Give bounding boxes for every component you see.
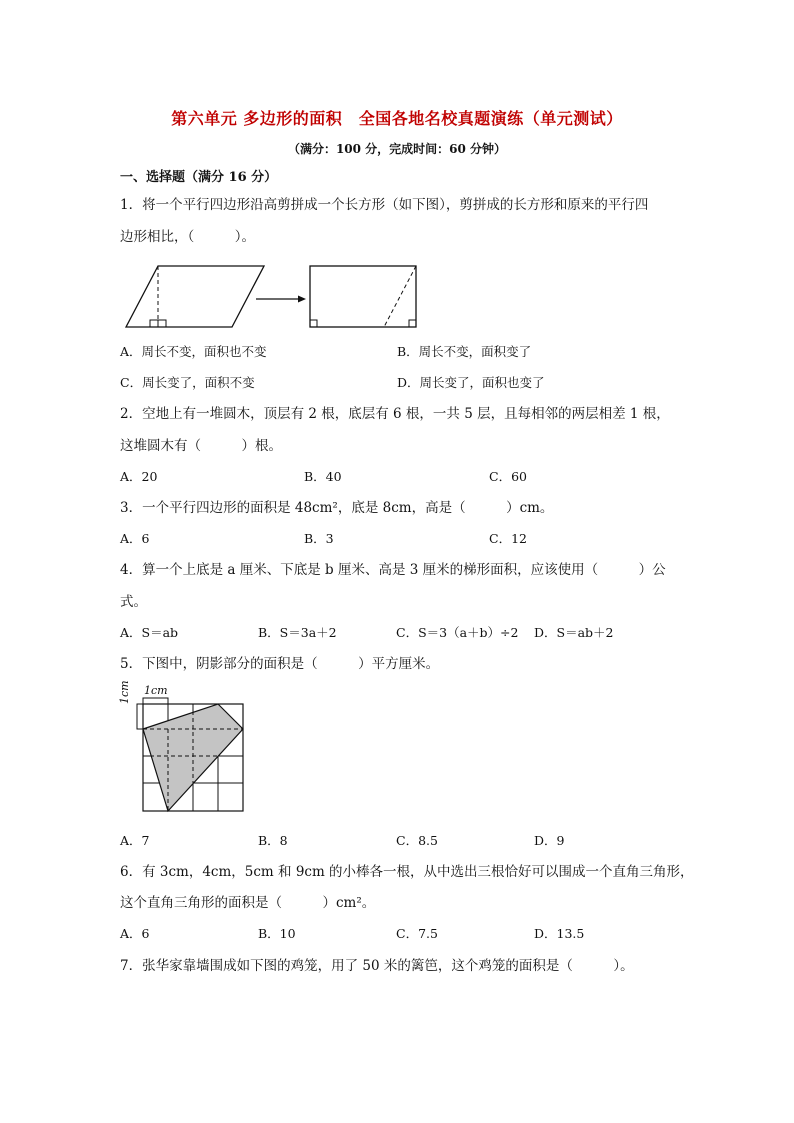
right-angle-mark bbox=[150, 320, 158, 327]
rectangle-shape bbox=[310, 266, 416, 327]
question-6-option-c[interactable]: C．7.5 bbox=[396, 926, 438, 941]
question-4-option-a[interactable]: A．S＝ab bbox=[120, 625, 179, 640]
question-5-line-1: 5．下图中，阴影部分的面积是（ ）平方厘米。 bbox=[120, 656, 440, 672]
page-subtitle: （满分：100 分，完成时间：60 分钟） bbox=[287, 142, 507, 156]
question-1-option-a[interactable]: A．周长不变，面积也不变 bbox=[120, 344, 267, 359]
question-3-option-b[interactable]: B．3 bbox=[304, 531, 334, 546]
question-5-figure bbox=[126, 686, 256, 816]
question-7-line-1: 7．张华家靠墙围成如下图的鸡笼，用了 50 米的篱笆，这个鸡笼的面积是（ ）。 bbox=[120, 958, 634, 974]
right-angle-mark bbox=[158, 320, 166, 327]
question-1-line-1: 1．将一个平行四边形沿高剪拼成一个长方形（如下图），剪拼成的长方形和原来的平行四 bbox=[120, 197, 649, 213]
cut-dashed-line bbox=[384, 266, 416, 327]
unit-bracket-left bbox=[137, 704, 143, 729]
question-6-option-b[interactable]: B．10 bbox=[258, 926, 296, 941]
question-5-option-a[interactable]: A．7 bbox=[120, 833, 150, 848]
question-3-option-c[interactable]: C．12 bbox=[489, 531, 527, 546]
question-1-option-d[interactable]: D．周长变了，面积也变了 bbox=[397, 375, 545, 390]
question-2-option-c[interactable]: C．60 bbox=[489, 469, 527, 484]
question-3-line-1: 3．一个平行四边形的面积是 48cm²，底是 8cm，高是（ ）cm。 bbox=[120, 500, 554, 516]
question-4-option-d[interactable]: D．S＝ab＋2 bbox=[534, 625, 614, 640]
question-2-option-b[interactable]: B．40 bbox=[304, 469, 342, 484]
question-6-line-1: 6．有 3cm，4cm，5cm 和 9cm 的小棒各一根，从中选出三根恰好可以围成一个直角三角形， bbox=[120, 864, 694, 880]
question-2-line-1: 2．空地上有一堆圆木，顶层有 2 根，底层有 6 根，一共 5 层，且每相邻的两层相差 1 根， bbox=[120, 406, 670, 422]
section-heading: 一、选择题（满分 16 分） bbox=[120, 170, 278, 185]
question-2-option-a[interactable]: A．20 bbox=[120, 469, 158, 484]
question-1-line-2: 边形相比，（ ）。 bbox=[120, 229, 255, 245]
question-4-line-2: 式。 bbox=[120, 594, 147, 610]
question-4-option-b[interactable]: B．S＝3a＋2 bbox=[258, 625, 337, 640]
parallelogram-shape bbox=[126, 266, 264, 327]
question-5-option-d[interactable]: D．9 bbox=[534, 833, 565, 848]
question-5-option-b[interactable]: B．8 bbox=[258, 833, 288, 848]
question-6-line-2: 这个直角三角形的面积是（ ）cm²。 bbox=[120, 895, 376, 911]
question-3-option-a[interactable]: A．6 bbox=[120, 531, 150, 546]
grid-unit-label-left: 1cm bbox=[118, 680, 131, 704]
question-5-option-c[interactable]: C．8.5 bbox=[396, 833, 438, 848]
question-6-option-a[interactable]: A．6 bbox=[120, 926, 150, 941]
question-6-option-d[interactable]: D．13.5 bbox=[534, 926, 585, 941]
arrow-head bbox=[298, 296, 306, 303]
question-2-line-2: 这堆圆木有（ ）根。 bbox=[120, 438, 282, 454]
grid-unit-label-top: 1cm bbox=[144, 684, 168, 697]
page-title: 第六单元 多边形的面积 全国各地名校真题演练（单元测试） bbox=[171, 109, 623, 128]
right-angle-mark bbox=[409, 320, 416, 327]
question-4-line-1: 4．算一个上底是 a 厘米、下底是 b 厘米、高是 3 厘米的梯形面积，应该使用（ ）公 bbox=[120, 562, 666, 578]
unit-bracket-top bbox=[143, 698, 168, 704]
question-1-option-b[interactable]: B．周长不变，面积变了 bbox=[397, 344, 532, 359]
question-4-option-c[interactable]: C．S＝3（a＋b）÷2 bbox=[396, 625, 519, 640]
question-1-option-c[interactable]: C．周长变了，面积不变 bbox=[120, 375, 255, 390]
question-1-figure bbox=[120, 262, 430, 334]
right-angle-mark bbox=[310, 320, 317, 327]
